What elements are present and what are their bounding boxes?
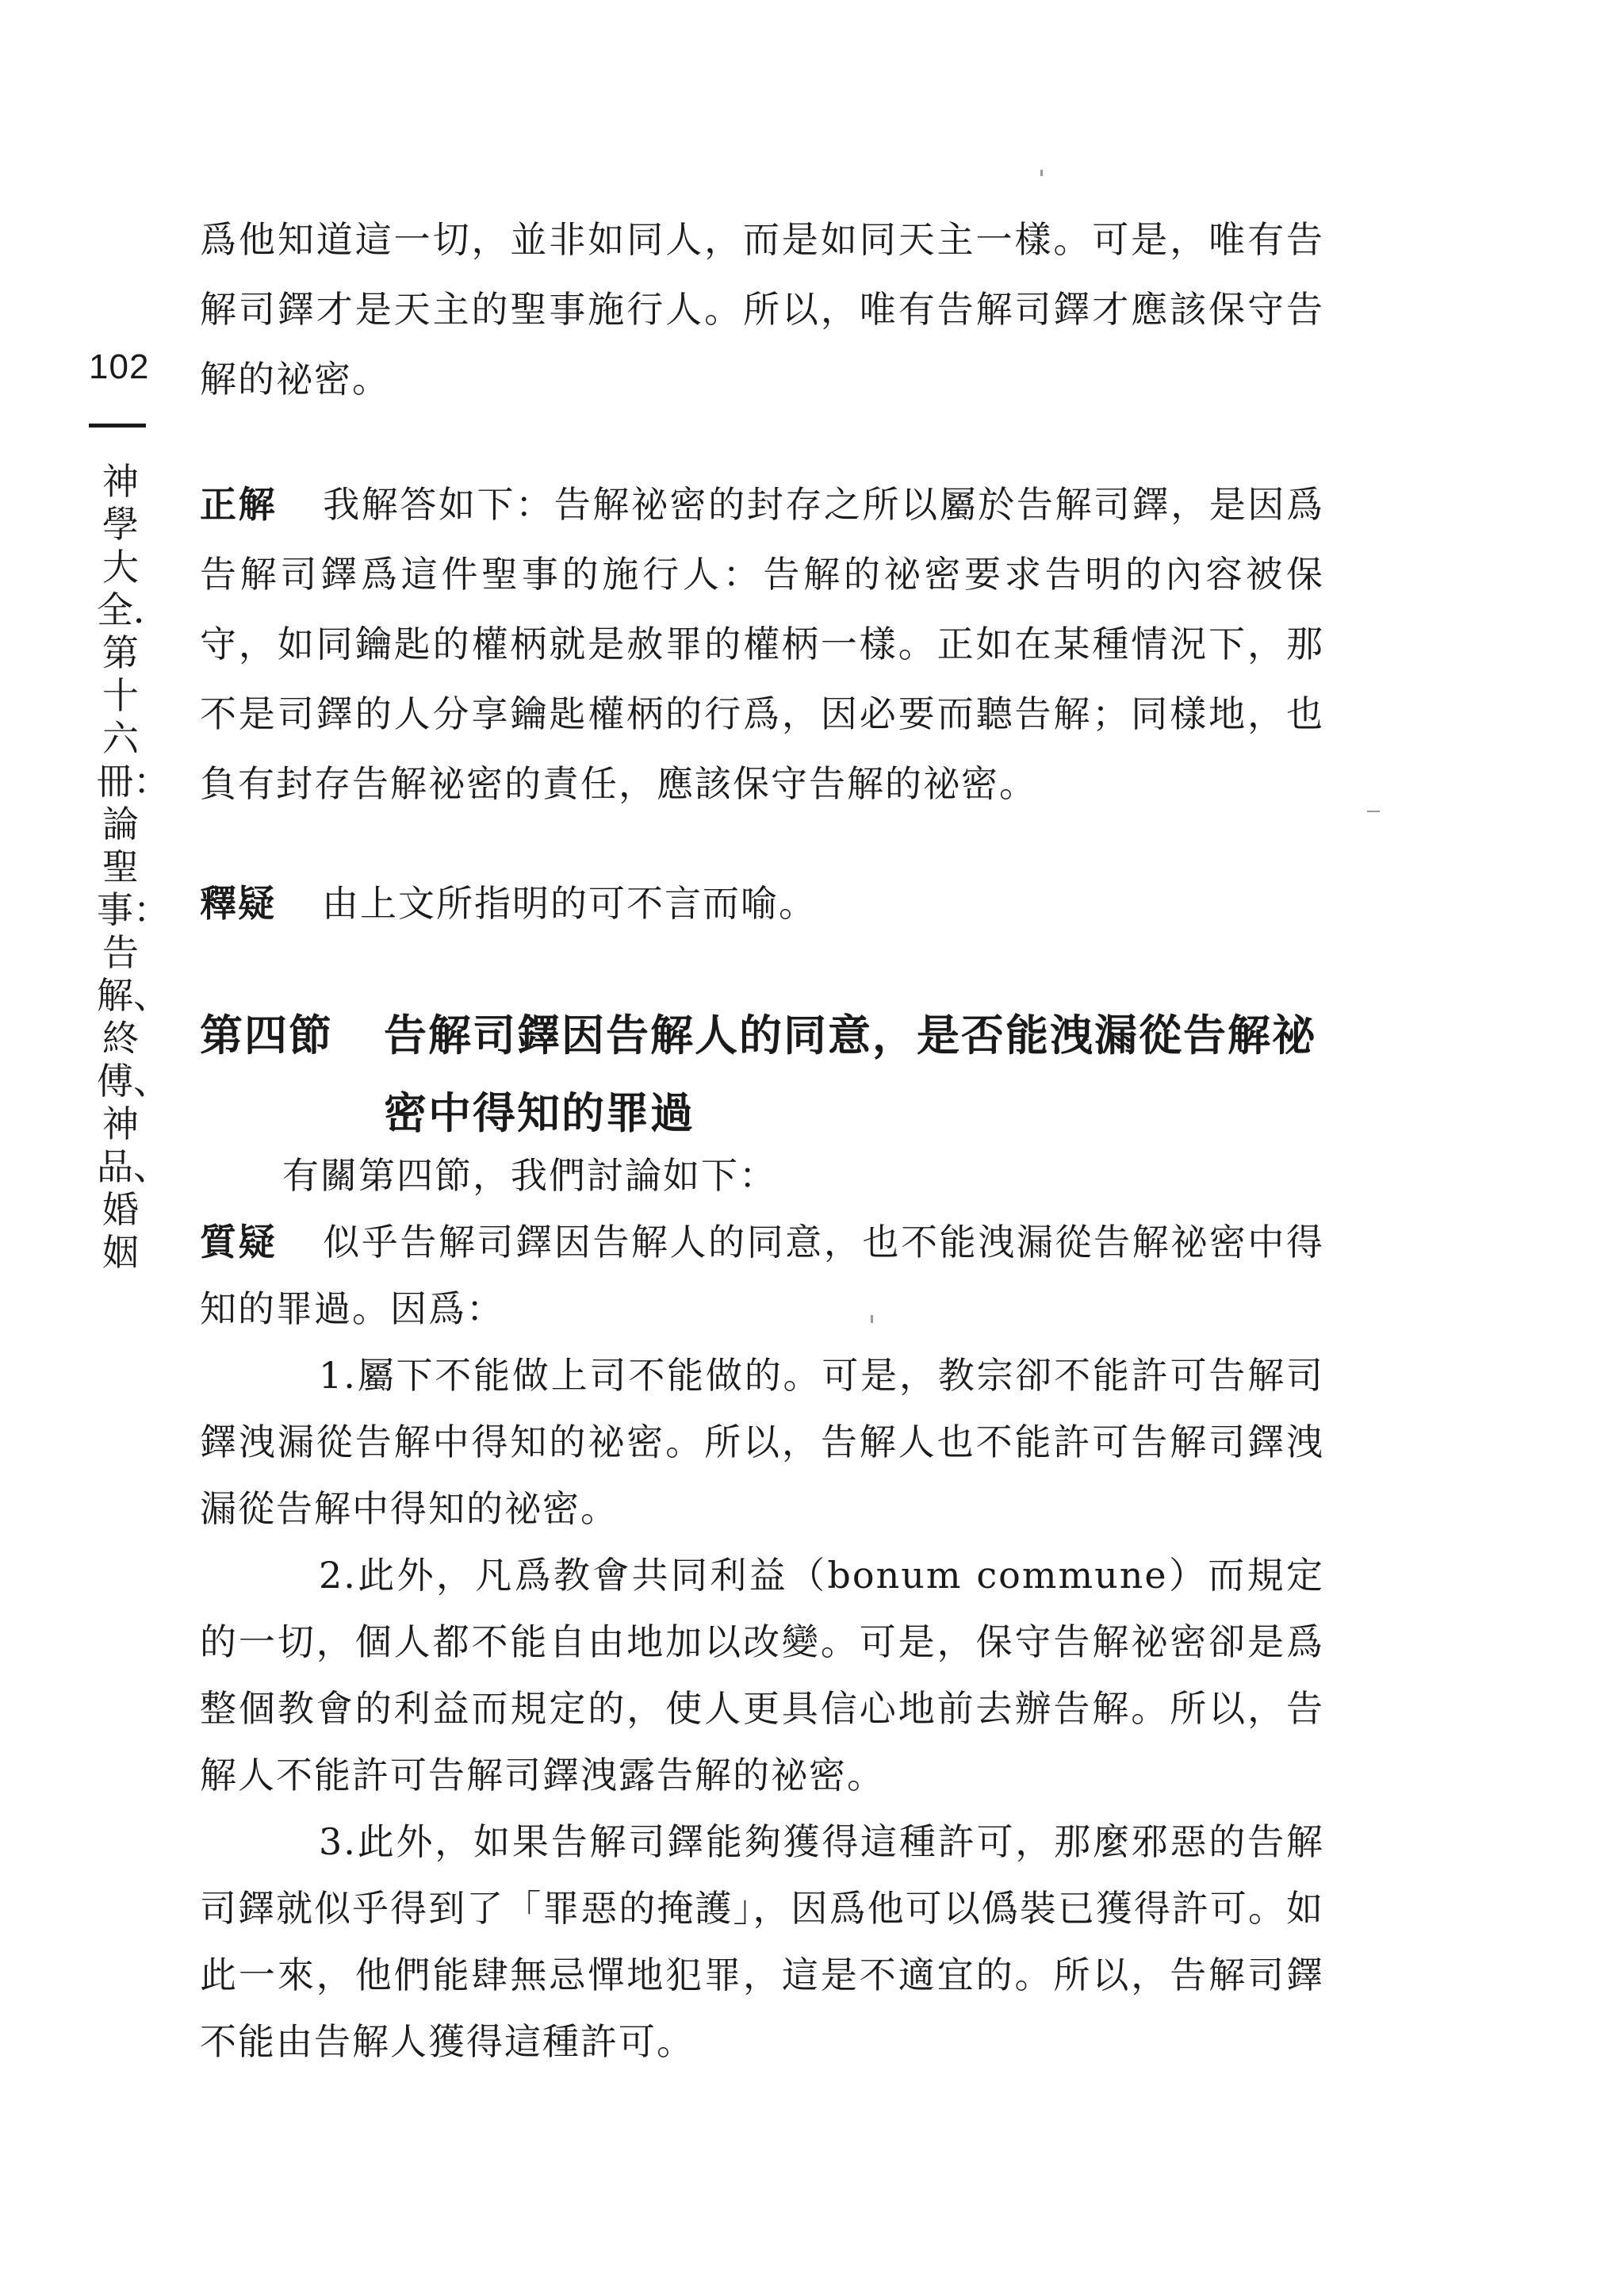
- objection-label: 質疑: [200, 1221, 278, 1263]
- scan-speck: [1367, 811, 1380, 812]
- page-number: 102: [89, 347, 150, 386]
- answer-text: 我解答如下：告解祕密的封存之所以屬於告解司鐸，是因爲告解司鐸爲這件聖事的施行人：告解的祕密要求告明的內容被保守，如同鑰匙的權柄就是赦罪的權柄一樣。正如在某種情況下，那不是司鐸的人分享鑰匙權柄的行爲，因必要而聽告解；同樣地，也負有封存告解祕密的責任，應該保守告解的祕密。: [200, 483, 1325, 805]
- section-body: [200, 1142, 1324, 2075]
- objection-paragraph: [200, 1209, 1324, 1342]
- section-number: 第四節: [200, 1010, 333, 1060]
- reply-text: 由上文所指明的可不言而喻。: [322, 882, 817, 925]
- scan-speck: [871, 1315, 873, 1323]
- paragraph-answer: [200, 470, 1324, 819]
- objection-point-3: 3.此外，如果告解司鐸能夠獲得這種許可，那麼邪惡的告解司鐸就似乎得到了「罪惡的掩護」，因爲他可以僞裝已獲得許可。如此一來，他們能肆無忌憚地犯罪，這是不適宜的。所以，告解司鐸不能由告解人獲得這種許可。: [200, 1820, 1324, 2063]
- objection-point-1: 1.屬下不能做上司不能做的。可是，教宗卻不能許可告解司鐸洩漏從告解中得知的祕密。所以，告解人也不能許可告解司鐸洩漏從告解中得知的祕密。: [200, 1354, 1324, 1530]
- section-heading: [200, 996, 1324, 1152]
- reply-label: 釋疑: [200, 882, 276, 925]
- scan-speck: [1040, 170, 1043, 176]
- objection-point-2: 2.此外，凡爲教會共同利益（bonum commune）而規定的一切，個人都不能自由地加以改變。可是，保守告解祕密卻是爲整個教會的利益而規定的，使人更具信心地前去辦告解。所以，告解人不能許可告解司鐸洩露告解的祕密。: [200, 1554, 1324, 1796]
- section-title: 告解司鐸因告解人的同意，是否能洩漏從告解祕密中得知的罪過: [384, 1010, 1316, 1138]
- answer-label: 正解: [200, 483, 278, 526]
- running-head-rule: [89, 424, 146, 428]
- section-intro: 有關第四節，我們討論如下：: [282, 1154, 777, 1197]
- paragraph-continuation: 爲他知道這一切，並非如同人，而是如同天主一樣。可是，唯有告解司鐸才是天主的聖事施行人。所以，唯有告解司鐸才應該保守告解的祕密。: [200, 218, 1324, 401]
- running-head: 神學大全．第十六冊：論聖事：告解、終傅、神品、婚姻: [97, 460, 170, 1274]
- objection-text: 似乎告解司鐸因告解人的同意，也不能洩漏從告解祕密中得知的罪過。因爲：: [200, 1221, 1325, 1330]
- paragraph-reply: [200, 869, 1324, 938]
